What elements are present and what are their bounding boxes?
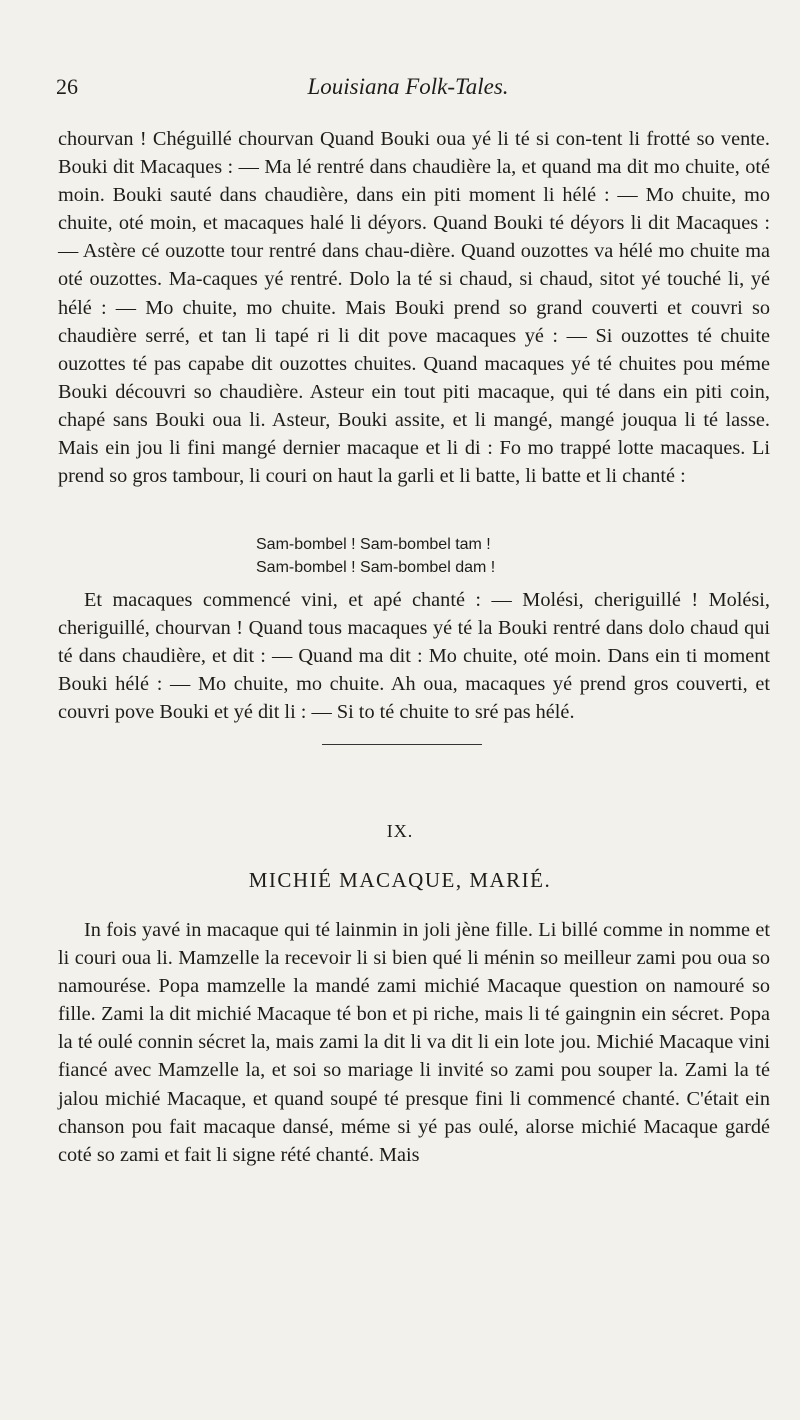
running-title: Louisiana Folk-Tales. <box>307 74 509 99</box>
section-divider <box>322 744 482 745</box>
page-header <box>56 74 760 110</box>
song-line: Sam-bombel ! Sam-bombel dam ! <box>256 559 496 576</box>
paragraph: Et macaques commencé vini, et apé chanté : — Molési, cheriguillé ! Molési, cheriguillé, chourvan ! Quand tous macaques yé té la Bouki rentré dans dolo chaud qui té dans chaudière, et dit : — Quand ma dit : Mo chuite, oté moin. Dans ein ti moment Bouki hélé : — Mo chuite, mo chuite. Ah oua, macaques yé prend gros couverti, et couvri pove Bouki et yé dit li : — Si to té chuite to sré pas hélé. <box>58 589 770 724</box>
page-number: 26 <box>56 74 78 99</box>
song-line: Sam-bombel ! Sam-bombel tam ! <box>256 536 491 553</box>
paragraph: chourvan ! Chéguillé chourvan Quand Bouki oua yé li té si con-tent li frotté so vente. Bouki dit Macaques : — Ma lé rentré dans chaudière la, et quand ma dit mo chuite, oté moin. Bouki sauté dans chaudière, dans ein piti moment li hélé : — Mo chuite, mo chuite, oté moin, et macaques halé li déyors. Quand Bouki té déyors li dit Macaques : — Astère cé ouzotte tour rentré dans chau-dière. Quand ouzottes va hélé mo chuite ma oté ouzottes. Ma-caques yé rentré. Dolo la té si chaud, si chaud, sitot yé touché li, yé hélé : — Mo chuite, mo chuite. Mais Bouki prend so grand couverti et couvri so chaudière serré, et tan li tapé ri li dit pove macaques yé : — Si ouzottes té chuite ouzottes té pas capabe dit ouzottes chuites. Quand macaques yé té chuites pou méme Bouki découvri so chaudière. Asteur ein tout piti macaque, qui té dans ein piti coin, chapé sans Bouki oua li. Asteur, Bouki assite, et li mangé, mangé jouqua li té lasse. Mais ein jou li fini mangé dernier macaque et li di : Fo mo trappé lotte macaques. Li prend so gros tambour, li couri on haut la garli et li batte, li batte et li chanté : <box>58 128 770 488</box>
section-number: IX. <box>386 821 414 841</box>
song-verse <box>256 533 495 579</box>
paragraph: In fois yavé in macaque qui té lainmin in joli jène fille. Li billé comme in nomme et li couri oua li. Mamzelle la recevoir li si bien qué li ménin so meilleur zami pou oua so namourése. Popa mamzelle la mandé zami michié Macaque question on namouré so fille. Zami la dit michié Macaque té bon et pi riche, mais li té gaingnin ein sécret. Popa la té oulé connin sécret la, mais zami la dit li va dit li ein lote jou. Michié Macaque vini fiancé avec Mamzelle la, et soi so mariage li invité so zami pou souper la. Zami la té jalou michié Macaque, et quand soupé té presque fini li commencé chanté. C'était ein chanson pou fait macaque dansé, méme si yé pas oulé, alorse michié Macaque gardé coté so zami et fait li signe rété chanté. Mais <box>58 919 770 1166</box>
section-title: MICHIÉ MACAQUE, MARIÉ. <box>248 868 552 892</box>
